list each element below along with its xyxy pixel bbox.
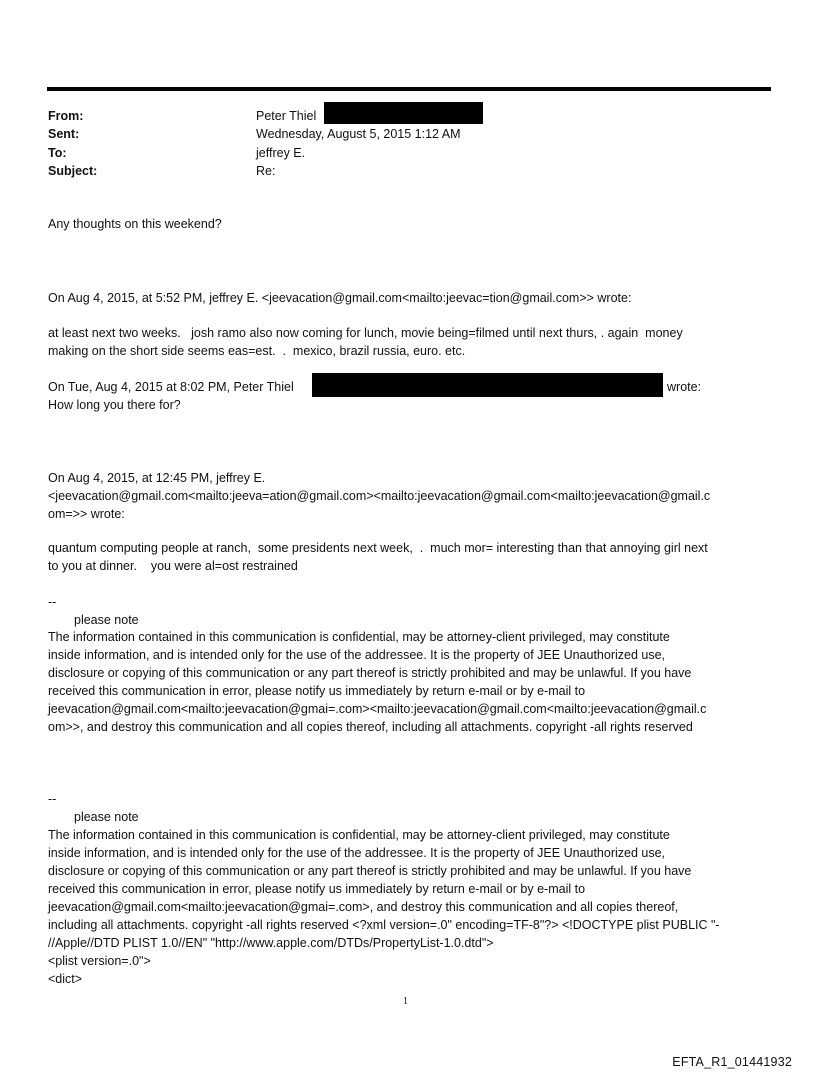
sent-value: Wednesday, August 5, 2015 1:12 AM [256,127,461,141]
quote1-line: making on the short side seems eas=est. . mexico, brazil russia, euro. etc. [48,344,466,358]
signature2-note: please note [74,810,139,824]
subject-label: Subject: [48,164,98,178]
signature2-line: The information contained in this communication is confidential, may be attorney-client privileged, may constitute [48,828,670,842]
to-label: To: [48,146,67,160]
signature1-dashes: -- [48,595,57,609]
from-redaction [324,102,483,124]
to-value: jeffrey E. [256,146,306,160]
signature1-note: please note [74,613,139,627]
signature1-line: om>>, and destroy this communication and all copies thereof, including all attachments. copyright -all rights reserved [48,720,693,734]
quote3-header-line: On Aug 4, 2015, at 12:45 PM, jeffrey E. [48,471,266,485]
quote3-line: to you at dinner. you were al=ost restrained [48,559,298,573]
quote3-line: quantum computing people at ranch, some presidents next week, . much mor= interesting than that annoying girl next [48,541,708,555]
signature2-line: including all attachments. copyright -all rights reserved <?xml version=.0" encoding=TF-8"?> <!DOCTYPE plist PUBLIC "- [48,918,720,932]
quote3-header-line: <jeevacation@gmail.com<mailto:jeeva=ation@gmail.com><mailto:jeevacation@gmail.com<mailto:jeevacation@gmail.c [48,489,711,503]
signature2-line: disclosure or copying of this communication or any part thereof is strictly prohibited and may be unlawful. If you have [48,864,692,878]
signature2-line: <plist version=.0"> [48,954,151,968]
page-number: 1 [403,996,408,1007]
quote2-header-prefix: On Tue, Aug 4, 2015 at 8:02 PM, Peter Thiel [48,380,294,394]
signature2-line: //Apple//DTD PLIST 1.0//EN" "http://www.apple.com/DTDs/PropertyList-1.0.dtd"> [48,936,494,950]
signature2-dashes: -- [48,792,57,806]
signature2-line: <dict> [48,972,83,986]
signature1-line: jeevacation@gmail.com<mailto:jeevacation@gmai=.com><mailto:jeevacation@gmail.com<mailto:jeevacation@gmail.c [48,702,707,716]
quote2-redaction [312,373,663,397]
signature2-line: received this communication in error, please notify us immediately by return e-mail or by e-mail to [48,882,586,896]
quote1-line: at least next two weeks. josh ramo also now coming for lunch, movie being=filmed until next thurs, . again money [48,326,683,340]
quote1-header: On Aug 4, 2015, at 5:52 PM, jeffrey E. <jeevacation@gmail.com<mailto:jeevac=tion@gmail.com>> wrote: [48,291,632,305]
signature2-line: inside information, and is intended only for the use of the addressee. It is the property of JEE Unauthorized use, [48,846,666,860]
from-value: Peter Thiel [256,109,317,123]
message-text: Any thoughts on this weekend? [48,217,222,231]
signature2-line: jeevacation@gmail.com<mailto:jeevacation@gmai=.com>, and destroy this communication and all copies thereof, [48,900,679,914]
quote2-line: How long you there for? [48,398,181,412]
quote2-header-suffix: wrote: [667,380,702,394]
quote3-header-line: om=>> wrote: [48,507,125,521]
sent-label: Sent: [48,127,80,141]
signature1-line: received this communication in error, please notify us immediately by return e-mail or by e-mail to [48,684,586,698]
bates-number: EFTA_R1_01441932 [672,1055,792,1069]
signature1-line: disclosure or copying of this communication or any part thereof is strictly prohibited and may be unlawful. If you have [48,666,692,680]
from-label: From: [48,109,84,123]
header-rule [47,87,771,91]
signature1-line: inside information, and is intended only for the use of the addressee. It is the property of JEE Unauthorized use, [48,648,666,662]
signature1-line: The information contained in this communication is confidential, may be attorney-client privileged, may constitute [48,630,670,644]
subject-value: Re: [256,164,276,178]
